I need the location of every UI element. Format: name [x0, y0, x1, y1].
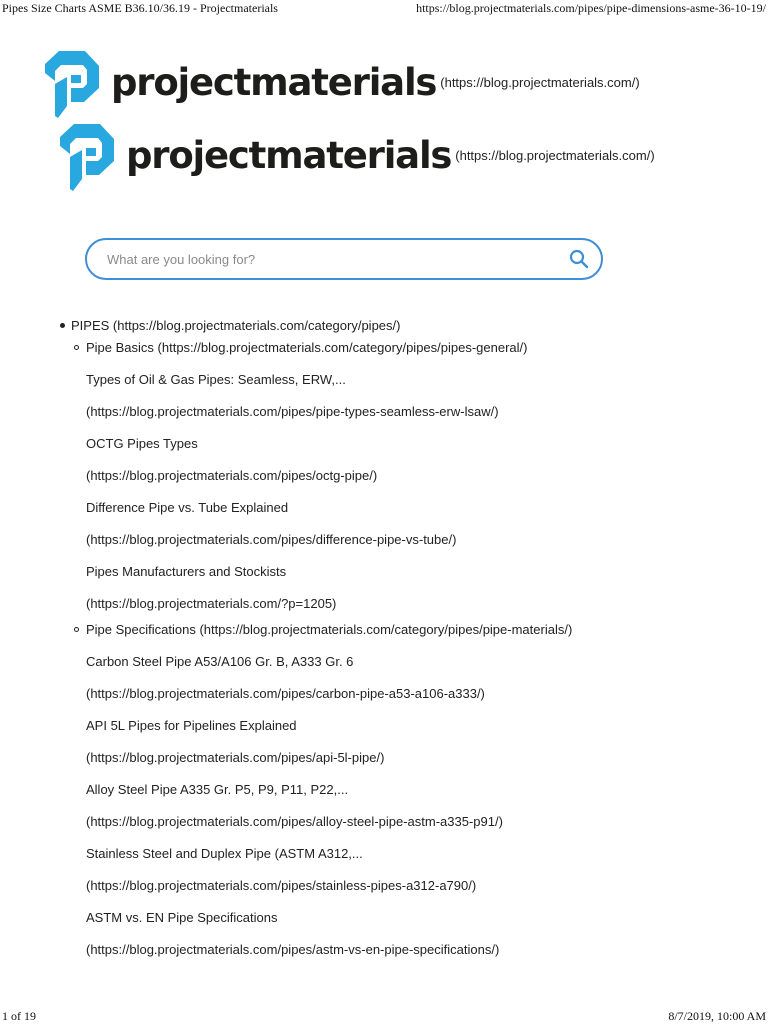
menu-link-url[interactable]: (https://blog.projectmaterials.com/pipes/astm-vs-en-pipe-specifications/)	[86, 942, 500, 957]
print-header	[0, 1, 768, 17]
submenu-item-pipe-specifications[interactable]: Pipe Specifications (https://blog.projectmaterials.com/category/pipes/pipe-materials/)	[86, 622, 573, 637]
search-box[interactable]	[85, 238, 603, 280]
logo-link[interactable]: (https://blog.projectmaterials.com/)	[440, 74, 640, 90]
projectmaterials-logo-icon	[43, 44, 103, 120]
projectmaterials-logo-icon	[58, 117, 118, 193]
menu-link[interactable]: API 5L Pipes for Pipelines Explained	[86, 718, 297, 733]
menu-link[interactable]: Difference Pipe vs. Tube Explained	[86, 500, 289, 515]
menu-link-url[interactable]: (https://blog.projectmaterials.com/pipes/carbon-pipe-a53-a106-a333/)	[86, 686, 485, 701]
page-url: https://blog.projectmaterials.com/pipes/pipe-dimensions-asme-36-10-19/	[416, 1, 766, 15]
logo-wordmark: projectmaterials	[111, 60, 437, 104]
menu-link-url[interactable]: (https://blog.projectmaterials.com/pipes/octg-pipe/)	[86, 468, 378, 483]
logo-row[interactable]	[58, 117, 655, 193]
logo-row[interactable]	[43, 44, 640, 120]
menu-link[interactable]: Carbon Steel Pipe A53/A106 Gr. B, A333 Gr. 6	[86, 654, 354, 669]
menu-link[interactable]: Pipes Manufacturers and Stockists	[86, 564, 287, 579]
menu-link-url[interactable]: (https://blog.projectmaterials.com/pipes/alloy-steel-pipe-astm-a335-p91/)	[86, 814, 503, 829]
print-footer	[0, 1009, 768, 1025]
menu-item-pipes[interactable]: PIPES (https://blog.projectmaterials.com/category/pipes/)	[71, 318, 401, 333]
search-input[interactable]	[107, 244, 569, 274]
print-datetime: 8/7/2019, 10:00 AM	[668, 1009, 766, 1023]
search-icon[interactable]	[569, 249, 589, 269]
logo-link[interactable]: (https://blog.projectmaterials.com/)	[455, 147, 655, 163]
menu-link-url[interactable]: (https://blog.projectmaterials.com/pipes/api-5l-pipe/)	[86, 750, 385, 765]
menu-link[interactable]: Alloy Steel Pipe A335 Gr. P5, P9, P11, P22,...	[86, 782, 349, 797]
menu-link-url[interactable]: (https://blog.projectmaterials.com/pipes/difference-pipe-vs-tube/)	[86, 532, 457, 547]
list-bullet	[74, 345, 79, 350]
menu-link-url[interactable]: (https://blog.projectmaterials.com/pipes/pipe-types-seamless-erw-lsaw/)	[86, 404, 499, 419]
menu-link[interactable]: OCTG Pipes Types	[86, 436, 198, 451]
page-number: 1 of 19	[2, 1009, 36, 1023]
menu-link-url[interactable]: (https://blog.projectmaterials.com/pipes/stainless-pipes-a312-a790/)	[86, 878, 477, 893]
logo-wordmark: projectmaterials	[126, 133, 452, 177]
menu-link[interactable]: ASTM vs. EN Pipe Specifications	[86, 910, 278, 925]
list-bullet	[74, 627, 79, 632]
menu-link[interactable]: Types of Oil & Gas Pipes: Seamless, ERW,...	[86, 372, 346, 387]
menu-link[interactable]: Stainless Steel and Duplex Pipe (ASTM A312,...	[86, 846, 363, 861]
menu-link-url[interactable]: (https://blog.projectmaterials.com/?p=1205)	[86, 596, 337, 611]
list-bullet	[60, 323, 65, 328]
page-title: Pipes Size Charts ASME B36.10/36.19 - Projectmaterials	[2, 1, 278, 15]
submenu-item-pipe-basics[interactable]: Pipe Basics (https://blog.projectmaterials.com/category/pipes/pipes-general/)	[86, 340, 528, 355]
